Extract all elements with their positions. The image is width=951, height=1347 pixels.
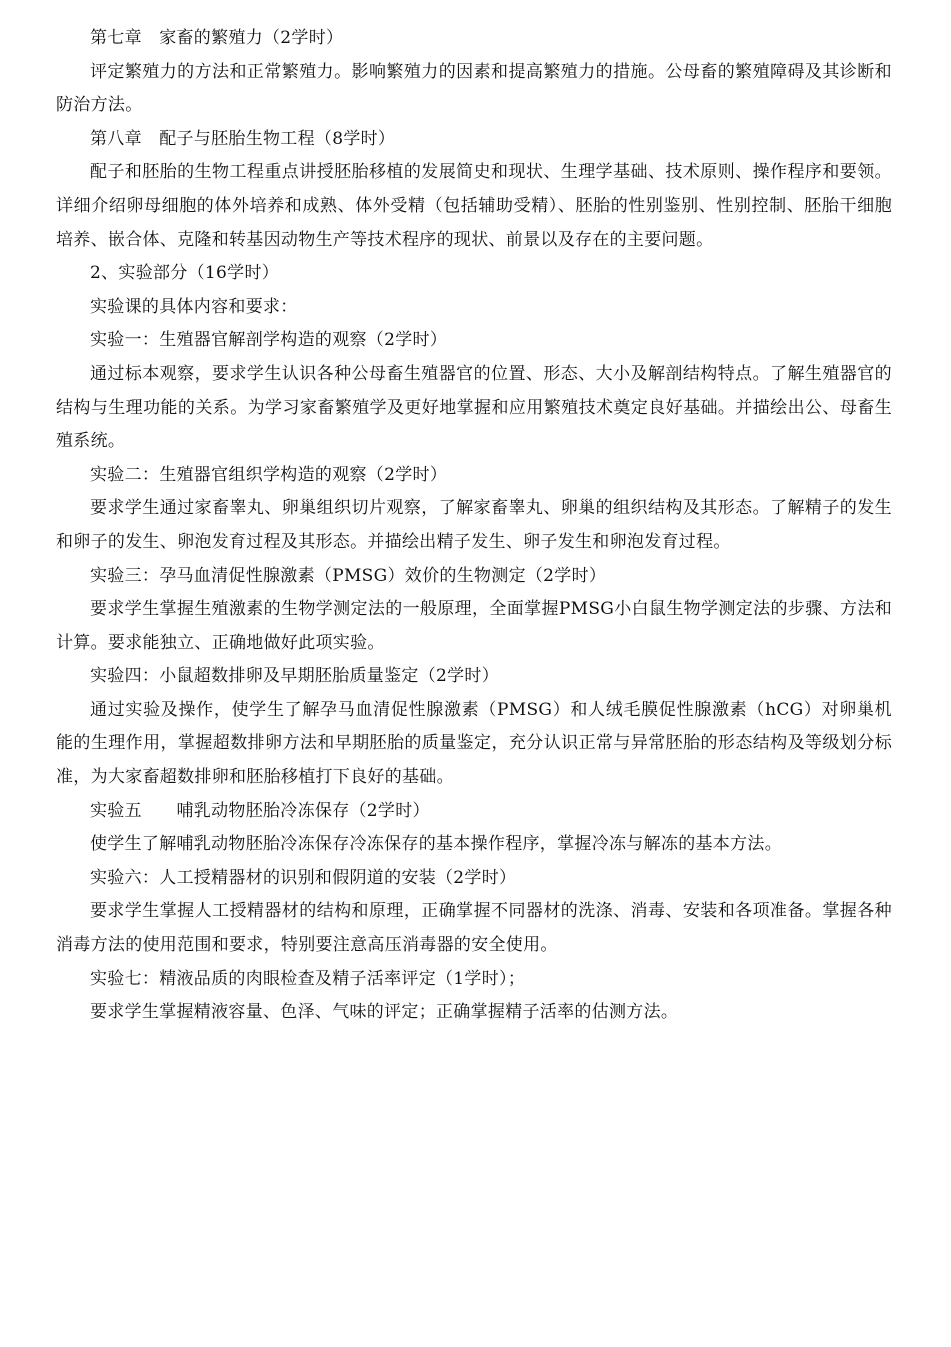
chapter-7-heading: 第七章 家畜的繁殖力（2学时） [90, 28, 344, 48]
lab-4-heading: 实验四：小鼠超数排卵及早期胚胎质量鉴定（2学时） [90, 666, 500, 687]
chapter-8-text: 配子和胚胎的生物工程重点讲授胚胎移植的发展简史和现状、生理学基础、技术原则、操作程序和要领。详细介绍卵母细胞的体外培养和成熟、体外受精（包括辅助受精）、胚胎的性别鉴别、性别控制、胚胎干细胞培养、嵌合体、克隆和转基因动物生产等技术程序的现状、前景以及存在的主要问题。 [56, 162, 892, 250]
lab-3-heading: 实验三：孕马血清促性腺激素（PMSG）效价的生物测定（2学时） [90, 565, 607, 586]
lab-5-text: 使学生了解哺乳动物胚胎冷冻保存冷冻保存的基本操作程序，掌握冷冻与解冻的基本方法。 [90, 834, 782, 855]
lab-6-text: 要求学生掌握人工授精器材的结构和原理，正确掌握不同器材的洗涤、消毒、安装和各项准备。掌握各种消毒方法的使用范围和要求，特别要注意高压消毒器的安全使用。 [56, 901, 892, 956]
chapter-7-text: 评定繁殖力的方法和正常繁殖力。影响繁殖力的因素和提高繁殖力的措施。公母畜的繁殖障碍及其诊断和防治方法。 [56, 61, 892, 116]
chapter-8-heading: 第八章 配子与胚胎生物工程（8学时） [90, 128, 396, 149]
lab-7-text: 要求学生掌握精液容量、色泽、气味的评定；正确掌握精子活率的估测方法。 [90, 1002, 679, 1023]
lab-5-heading: 实验五 哺乳动物胚胎冷冻保存（2学时） [90, 800, 430, 821]
lab-6-heading: 实验六：人工授精器材的识别和假阴道的安装（2学时） [90, 867, 517, 888]
lab-section-heading: 2、实验部分（16学时） [90, 263, 280, 284]
lab-4-text: 通过实验及操作，使学生了解孕马血清促性腺激素（PMSG）和人绒毛膜促性腺激素（hCG）对卵巢机能的生理作用，掌握超数排卵方法和早期胚胎的质量鉴定，充分认识正常与异常胚胎的形态结构及等级划分标准，为大家畜超数排卵和胚胎移植打下良好的基础。 [56, 699, 892, 788]
document-body [56, 22, 892, 1030]
lab-7-heading: 实验七：精液品质的肉眼检查及精子活率评定（1学时）； [90, 968, 526, 989]
lab-2-text: 要求学生通过家畜睾丸、卵巢组织切片观察，了解家畜睾丸、卵巢的组织结构及其形态。了解精子的发生和卵子的发生、卵泡发育过程及其形态。并描绘出精子发生、卵子发生和卵泡发育过程。 [56, 498, 892, 552]
lab-1-text: 通过标本观察，要求学生认识各种公母畜生殖器官的位置、形态、大小及解剖结构特点。了解生殖器官的结构与生理功能的关系。为学习家畜繁殖学及更好地掌握和应用繁殖技术奠定良好基础。并描绘出公、母畜生殖系统。 [56, 363, 892, 452]
lab-3-text: 要求学生掌握生殖激素的生物学测定法的一般原理，全面掌握PMSG小白鼠生物学测定法的步骤、方法和计算。要求能独立、正确地做好此项实验。 [56, 599, 892, 653]
lab-1-heading: 实验一：生殖器官解剖学构造的观察（2学时） [90, 330, 448, 351]
lab-2-heading: 实验二：生殖器官组织学构造的观察（2学时） [90, 464, 448, 485]
lab-intro: 实验课的具体内容和要求： [90, 296, 298, 317]
